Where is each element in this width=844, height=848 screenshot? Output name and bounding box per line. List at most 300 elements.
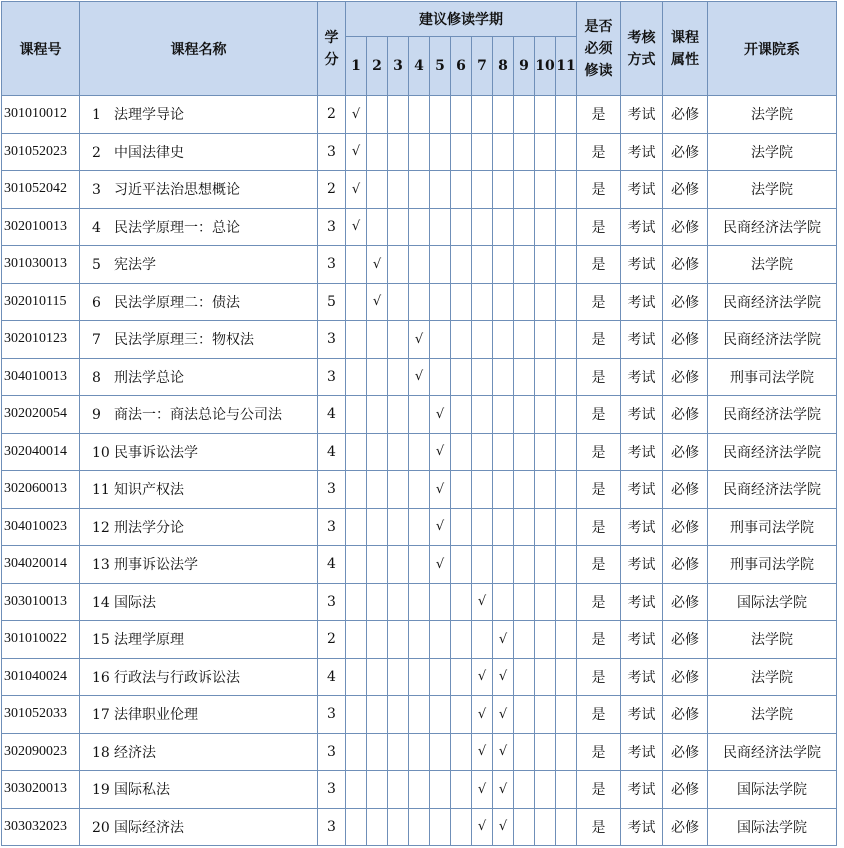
- semester-cell-5: [430, 96, 451, 134]
- semester-cell-8: [493, 733, 514, 771]
- table-row: [2, 471, 837, 509]
- semester-cell-11: [556, 808, 577, 846]
- course-index: 8: [92, 369, 101, 386]
- semester-cell-2: [367, 621, 388, 659]
- semester-cell-10: [535, 171, 556, 209]
- table-row: [2, 321, 837, 359]
- semester-cell-4: [409, 246, 430, 284]
- course-required: 是: [577, 808, 621, 846]
- semester-cell-5: [430, 771, 451, 809]
- table-row: [2, 283, 837, 321]
- course-department: 国际法学院: [708, 583, 837, 621]
- course-name-cell: [80, 171, 318, 209]
- semester-cell-8: [493, 133, 514, 171]
- course-exam-method: 考试: [621, 733, 663, 771]
- course-index: 19: [92, 782, 110, 799]
- course-name: 民事诉讼法学: [114, 444, 198, 461]
- header-semester-2: 2: [367, 37, 388, 96]
- semester-cell-8: [493, 658, 514, 696]
- course-department: 国际法学院: [708, 771, 837, 809]
- check-mark: √: [498, 781, 508, 797]
- table-row: [2, 771, 837, 809]
- header-semester-10: 10: [535, 37, 556, 96]
- semester-cell-7: [472, 508, 493, 546]
- semester-cell-7: [472, 808, 493, 846]
- course-department: 民商经济法学院: [708, 733, 837, 771]
- semester-cell-10: [535, 433, 556, 471]
- semester-cell-6: [451, 208, 472, 246]
- semester-cell-9: [514, 433, 535, 471]
- semester-cell-7: [472, 396, 493, 434]
- course-department: 民商经济法学院: [708, 471, 837, 509]
- semester-cell-2: [367, 133, 388, 171]
- semester-cell-11: [556, 396, 577, 434]
- semester-cell-8: [493, 171, 514, 209]
- course-name: 国际经济法: [114, 819, 184, 836]
- table-header: [2, 2, 837, 96]
- semester-cell-6: [451, 546, 472, 584]
- course-department: 法学院: [708, 96, 837, 134]
- semester-cell-10: [535, 658, 556, 696]
- course-department: 法学院: [708, 246, 837, 284]
- semester-cell-3: [388, 396, 409, 434]
- semester-cell-2: [367, 546, 388, 584]
- semester-cell-10: [535, 396, 556, 434]
- semester-cell-8: [493, 808, 514, 846]
- semester-cell-2: [367, 471, 388, 509]
- semester-cell-4: [409, 433, 430, 471]
- course-attribute: 必修: [663, 433, 708, 471]
- semester-cell-1: [346, 96, 367, 134]
- semester-cell-2: [367, 433, 388, 471]
- course-code: 302040014: [2, 433, 80, 471]
- check-mark: √: [498, 819, 508, 835]
- semester-cell-1: [346, 471, 367, 509]
- course-exam-method: 考试: [621, 171, 663, 209]
- course-credits: 3: [318, 133, 346, 171]
- course-name: 习近平法治思想概论: [114, 182, 240, 199]
- semester-cell-10: [535, 621, 556, 659]
- course-exam-method: 考试: [621, 471, 663, 509]
- check-mark: √: [498, 706, 508, 722]
- table-row: [2, 208, 837, 246]
- course-credits: 2: [318, 171, 346, 209]
- course-exam-method: 考试: [621, 583, 663, 621]
- course-required: 是: [577, 733, 621, 771]
- header-course-name: 课程名称: [80, 2, 318, 96]
- course-credits: 3: [318, 358, 346, 396]
- course-code: 304010013: [2, 358, 80, 396]
- course-index: 15: [92, 632, 110, 649]
- semester-cell-11: [556, 733, 577, 771]
- course-department: 刑事司法学院: [708, 546, 837, 584]
- header-exam-method: 考核 方式: [621, 2, 663, 96]
- semester-cell-8: [493, 433, 514, 471]
- semester-cell-3: [388, 358, 409, 396]
- semester-cell-4: [409, 658, 430, 696]
- semester-cell-10: [535, 246, 556, 284]
- semester-cell-2: [367, 96, 388, 134]
- semester-cell-9: [514, 358, 535, 396]
- semester-cell-4: [409, 471, 430, 509]
- course-exam-method: 考试: [621, 246, 663, 284]
- semester-cell-8: [493, 771, 514, 809]
- check-mark: √: [414, 369, 424, 385]
- semester-cell-10: [535, 471, 556, 509]
- course-code: 304010023: [2, 508, 80, 546]
- semester-cell-9: [514, 246, 535, 284]
- semester-cell-9: [514, 171, 535, 209]
- semester-cell-6: [451, 658, 472, 696]
- semester-cell-9: [514, 658, 535, 696]
- semester-cell-7: [472, 471, 493, 509]
- course-attribute: 必修: [663, 546, 708, 584]
- semester-cell-1: [346, 283, 367, 321]
- course-name: 刑法学分论: [114, 519, 184, 536]
- course-code: 304020014: [2, 546, 80, 584]
- semester-cell-8: [493, 96, 514, 134]
- course-index: 5: [92, 257, 101, 274]
- semester-cell-5: [430, 433, 451, 471]
- header-credits: 学 分: [318, 2, 346, 96]
- check-mark: √: [435, 444, 445, 460]
- semester-cell-11: [556, 508, 577, 546]
- course-name-cell: [80, 658, 318, 696]
- semester-cell-2: [367, 208, 388, 246]
- semester-cell-1: [346, 396, 367, 434]
- check-mark: √: [372, 294, 382, 310]
- course-index: 13: [92, 557, 110, 574]
- course-code: 302060013: [2, 471, 80, 509]
- semester-cell-8: [493, 246, 514, 284]
- course-attribute: 必修: [663, 583, 708, 621]
- semester-cell-6: [451, 733, 472, 771]
- semester-cell-5: [430, 696, 451, 734]
- course-department: 民商经济法学院: [708, 283, 837, 321]
- course-exam-method: 考试: [621, 208, 663, 246]
- semester-cell-7: [472, 433, 493, 471]
- course-name: 民法学原理一：总论: [114, 219, 240, 236]
- semester-cell-11: [556, 133, 577, 171]
- semester-cell-11: [556, 621, 577, 659]
- check-mark: √: [351, 219, 361, 235]
- course-exam-method: 考试: [621, 283, 663, 321]
- semester-cell-3: [388, 171, 409, 209]
- semester-cell-11: [556, 246, 577, 284]
- course-name-cell: [80, 583, 318, 621]
- semester-cell-1: [346, 433, 367, 471]
- course-credits: 5: [318, 283, 346, 321]
- semester-cell-7: [472, 658, 493, 696]
- course-name-cell: [80, 321, 318, 359]
- semester-cell-3: [388, 508, 409, 546]
- course-exam-method: 考试: [621, 358, 663, 396]
- semester-cell-8: [493, 696, 514, 734]
- header-required: 是否 必须 修读: [577, 2, 621, 96]
- course-name: 刑法学总论: [114, 369, 184, 386]
- course-attribute: 必修: [663, 321, 708, 359]
- course-exam-method: 考试: [621, 433, 663, 471]
- semester-cell-2: [367, 171, 388, 209]
- header-course-code: 课程号: [2, 2, 80, 96]
- semester-cell-6: [451, 321, 472, 359]
- course-name: 中国法律史: [114, 144, 184, 161]
- course-index: 4: [92, 219, 101, 236]
- header-semester-5: 5: [430, 37, 451, 96]
- header-semester-7: 7: [472, 37, 493, 96]
- course-name: 法理学原理: [114, 632, 184, 649]
- check-mark: √: [477, 781, 487, 797]
- course-attribute: 必修: [663, 696, 708, 734]
- semester-cell-10: [535, 583, 556, 621]
- course-name: 法律职业伦理: [114, 707, 198, 724]
- course-department: 民商经济法学院: [708, 396, 837, 434]
- semester-cell-5: [430, 621, 451, 659]
- table-row: [2, 246, 837, 284]
- semester-cell-6: [451, 246, 472, 284]
- course-department: 法学院: [708, 621, 837, 659]
- course-exam-method: 考试: [621, 621, 663, 659]
- semester-cell-2: [367, 396, 388, 434]
- course-attribute: 必修: [663, 283, 708, 321]
- course-name-cell: [80, 733, 318, 771]
- check-mark: √: [498, 631, 508, 647]
- course-index: 12: [92, 519, 110, 536]
- course-index: 14: [92, 594, 110, 611]
- course-name-cell: [80, 471, 318, 509]
- semester-cell-10: [535, 133, 556, 171]
- semester-cell-7: [472, 733, 493, 771]
- semester-cell-4: [409, 696, 430, 734]
- semester-cell-5: [430, 358, 451, 396]
- course-department: 刑事司法学院: [708, 508, 837, 546]
- semester-cell-4: [409, 171, 430, 209]
- course-index: 11: [92, 482, 110, 499]
- semester-cell-3: [388, 583, 409, 621]
- course-name-cell: [80, 133, 318, 171]
- check-mark: √: [477, 819, 487, 835]
- check-mark: √: [435, 481, 445, 497]
- course-required: 是: [577, 696, 621, 734]
- semester-cell-6: [451, 171, 472, 209]
- table-row: [2, 546, 837, 584]
- semester-cell-9: [514, 471, 535, 509]
- course-name-cell: [80, 508, 318, 546]
- semester-cell-4: [409, 321, 430, 359]
- table-row: [2, 696, 837, 734]
- semester-cell-7: [472, 621, 493, 659]
- course-attribute: 必修: [663, 133, 708, 171]
- course-name: 民法学原理三：物权法: [114, 332, 254, 349]
- course-name-cell: [80, 283, 318, 321]
- semester-cell-11: [556, 96, 577, 134]
- course-department: 民商经济法学院: [708, 208, 837, 246]
- course-credits: 4: [318, 658, 346, 696]
- semester-cell-9: [514, 208, 535, 246]
- course-name: 刑事诉讼法学: [114, 557, 198, 574]
- semester-cell-4: [409, 771, 430, 809]
- semester-cell-7: [472, 583, 493, 621]
- course-department: 国际法学院: [708, 808, 837, 846]
- semester-cell-9: [514, 133, 535, 171]
- semester-cell-4: [409, 396, 430, 434]
- semester-cell-9: [514, 96, 535, 134]
- semester-cell-5: [430, 321, 451, 359]
- semester-cell-10: [535, 358, 556, 396]
- semester-cell-3: [388, 696, 409, 734]
- course-index: 17: [92, 707, 110, 724]
- check-mark: √: [477, 706, 487, 722]
- semester-cell-3: [388, 321, 409, 359]
- course-department: 法学院: [708, 696, 837, 734]
- semester-cell-11: [556, 358, 577, 396]
- course-credits: 2: [318, 621, 346, 659]
- check-mark: √: [477, 594, 487, 610]
- header-semester-9: 9: [514, 37, 535, 96]
- table-row: [2, 396, 837, 434]
- course-code: 302010115: [2, 283, 80, 321]
- course-required: 是: [577, 283, 621, 321]
- semester-cell-9: [514, 508, 535, 546]
- course-exam-method: 考试: [621, 96, 663, 134]
- table-row: [2, 808, 837, 846]
- check-mark: √: [414, 331, 424, 347]
- semester-cell-8: [493, 508, 514, 546]
- semester-cell-2: [367, 733, 388, 771]
- course-required: 是: [577, 96, 621, 134]
- course-attribute: 必修: [663, 621, 708, 659]
- check-mark: √: [477, 669, 487, 685]
- course-name: 国际法: [114, 594, 156, 611]
- semester-cell-11: [556, 546, 577, 584]
- course-code: 301010022: [2, 621, 80, 659]
- course-credits: 3: [318, 208, 346, 246]
- course-attribute: 必修: [663, 96, 708, 134]
- header-semester-8: 8: [493, 37, 514, 96]
- course-index: 1: [92, 107, 101, 124]
- table-row: [2, 733, 837, 771]
- semester-cell-7: [472, 246, 493, 284]
- course-exam-method: 考试: [621, 133, 663, 171]
- course-name-cell: [80, 208, 318, 246]
- semester-cell-3: [388, 433, 409, 471]
- header-semester-3: 3: [388, 37, 409, 96]
- semester-cell-2: [367, 321, 388, 359]
- course-name-cell: [80, 246, 318, 284]
- course-credits: 3: [318, 808, 346, 846]
- course-index: 18: [92, 744, 110, 761]
- course-attribute: 必修: [663, 471, 708, 509]
- course-required: 是: [577, 508, 621, 546]
- course-required: 是: [577, 208, 621, 246]
- semester-cell-9: [514, 733, 535, 771]
- course-department: 民商经济法学院: [708, 321, 837, 359]
- semester-cell-6: [451, 96, 472, 134]
- course-code: 301030013: [2, 246, 80, 284]
- course-required: 是: [577, 471, 621, 509]
- semester-cell-1: [346, 358, 367, 396]
- semester-cell-7: [472, 546, 493, 584]
- table-row: [2, 358, 837, 396]
- course-exam-method: 考试: [621, 508, 663, 546]
- semester-cell-5: [430, 658, 451, 696]
- course-department: 法学院: [708, 171, 837, 209]
- semester-cell-1: [346, 771, 367, 809]
- course-attribute: 必修: [663, 358, 708, 396]
- semester-cell-8: [493, 546, 514, 584]
- course-required: 是: [577, 171, 621, 209]
- course-code: 302010123: [2, 321, 80, 359]
- table-row: [2, 171, 837, 209]
- semester-cell-1: [346, 171, 367, 209]
- semester-cell-6: [451, 621, 472, 659]
- semester-cell-6: [451, 808, 472, 846]
- semester-cell-3: [388, 96, 409, 134]
- semester-cell-5: [430, 171, 451, 209]
- semester-cell-11: [556, 283, 577, 321]
- course-credits: 3: [318, 246, 346, 284]
- semester-cell-10: [535, 283, 556, 321]
- semester-cell-3: [388, 771, 409, 809]
- semester-cell-5: [430, 133, 451, 171]
- semester-cell-9: [514, 546, 535, 584]
- course-attribute: 必修: [663, 658, 708, 696]
- course-exam-method: 考试: [621, 658, 663, 696]
- table-row: [2, 658, 837, 696]
- table-row: [2, 433, 837, 471]
- course-exam-method: 考试: [621, 321, 663, 359]
- semester-cell-7: [472, 171, 493, 209]
- course-department: 刑事司法学院: [708, 358, 837, 396]
- semester-cell-5: [430, 733, 451, 771]
- semester-cell-2: [367, 508, 388, 546]
- course-attribute: 必修: [663, 246, 708, 284]
- semester-cell-11: [556, 471, 577, 509]
- semester-cell-2: [367, 658, 388, 696]
- course-required: 是: [577, 246, 621, 284]
- header-semester-11: 11: [556, 37, 577, 96]
- semester-cell-1: [346, 696, 367, 734]
- semester-cell-11: [556, 208, 577, 246]
- course-attribute: 必修: [663, 171, 708, 209]
- semester-cell-9: [514, 621, 535, 659]
- check-mark: √: [435, 519, 445, 535]
- course-required: 是: [577, 321, 621, 359]
- semester-cell-11: [556, 583, 577, 621]
- course-credits: 4: [318, 396, 346, 434]
- table-row: [2, 96, 837, 134]
- course-attribute: 必修: [663, 396, 708, 434]
- course-required: 是: [577, 433, 621, 471]
- semester-cell-5: [430, 283, 451, 321]
- semester-cell-10: [535, 508, 556, 546]
- course-required: 是: [577, 583, 621, 621]
- semester-cell-10: [535, 696, 556, 734]
- course-name-cell: [80, 358, 318, 396]
- semester-cell-11: [556, 321, 577, 359]
- course-index: 16: [92, 669, 110, 686]
- semester-cell-4: [409, 583, 430, 621]
- table-body: [2, 96, 837, 846]
- semester-cell-1: [346, 658, 367, 696]
- course-credits: 3: [318, 696, 346, 734]
- course-name: 国际私法: [114, 782, 170, 799]
- semester-cell-8: [493, 583, 514, 621]
- header-semester-4: 4: [409, 37, 430, 96]
- header-semester-6: 6: [451, 37, 472, 96]
- semester-cell-1: [346, 133, 367, 171]
- course-name-cell: [80, 96, 318, 134]
